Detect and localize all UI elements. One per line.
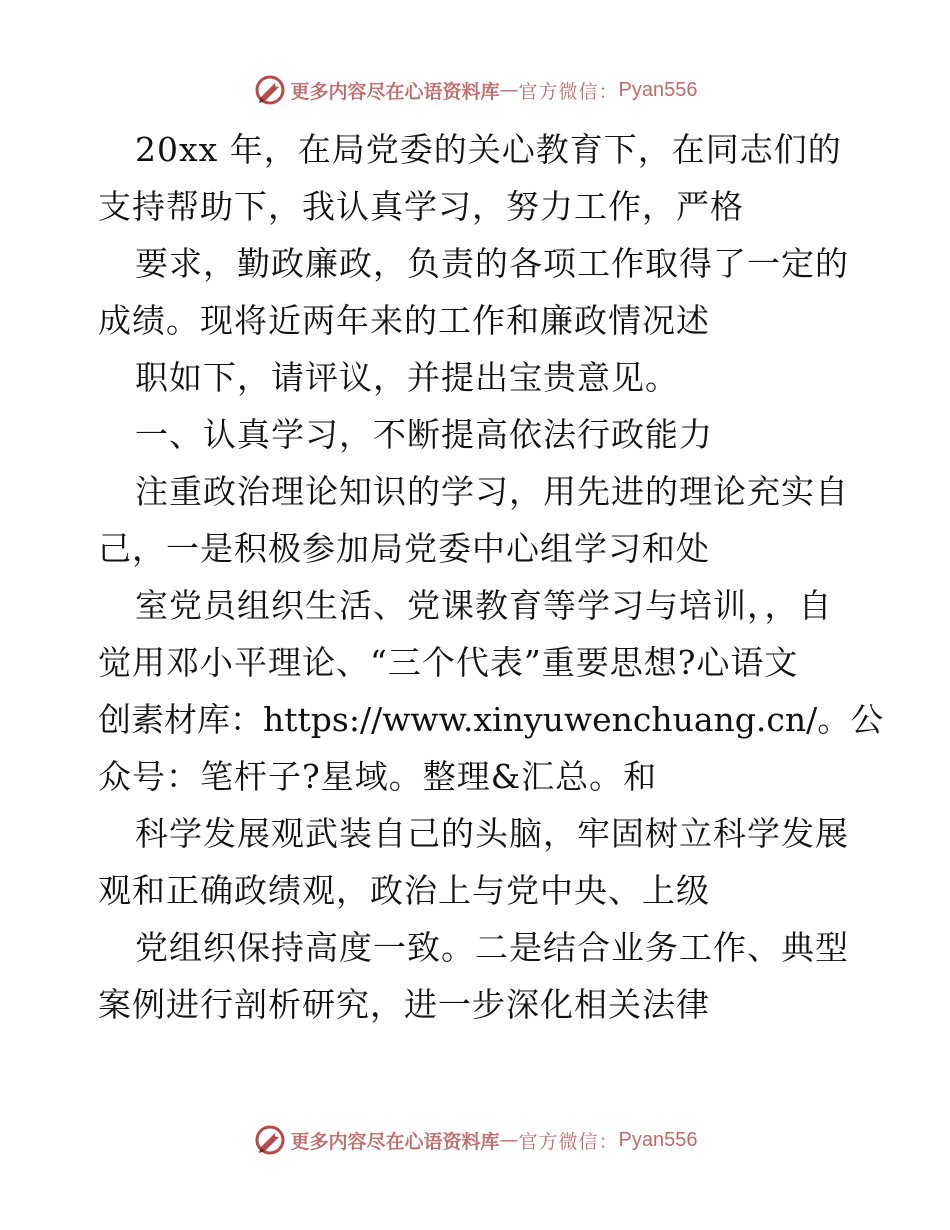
body-line: 成绩。现将近两年来的工作和廉政情况述: [98, 301, 710, 340]
footer-banner: [0, 1120, 950, 1160]
pen-logo-icon: [253, 73, 287, 107]
banner-wechat-id: Pyan556: [618, 1128, 698, 1151]
section-heading: 一、认真学习，不断提高依法行政能力: [135, 415, 713, 454]
body-line: 室党员组织生活、党课教育等学习与培训，，自: [135, 586, 833, 625]
body-line: 觉用邓小平理论、“三个代表”重要思想?心语文: [98, 643, 799, 682]
pen-logo-icon: [253, 1123, 287, 1157]
body-line-with-url: 创素材库：https://www.xinyuwenchuang.cn/。公: [98, 700, 884, 739]
body-line: 众号：笔杆子?星域。整理&汇总。和: [98, 757, 658, 796]
banner-title: 更多内容尽在心语资料库: [290, 1130, 500, 1153]
banner-dash: —: [499, 1129, 519, 1151]
banner-official-label: 官方微信：: [518, 80, 619, 103]
body-line: 己，一是积极参加局党委中心组学习和处: [98, 529, 710, 568]
body-line: 职如下，请评议，并提出宝贵意见。: [135, 358, 679, 397]
body-line: 注重政治理论知识的学习，用先进的理论充实自: [135, 472, 849, 511]
body-line: 案例进行剖析研究，进一步深化相关法律: [98, 985, 710, 1024]
body-line: 要求，勤政廉政，负责的各项工作取得了一定的: [135, 244, 849, 283]
banner-title: 更多内容尽在心语资料库: [290, 80, 500, 103]
body-line: 科学发展观武装自己的头脑，牢固树立科学发展: [135, 814, 849, 853]
banner-dash: —: [499, 79, 519, 101]
banner-official-label: 官方微信：: [518, 1130, 619, 1153]
body-line: 党组织保持高度一致。二是结合业务工作、典型: [135, 928, 849, 967]
banner-wechat-id: Pyan556: [618, 78, 698, 101]
body-line: 20xx 年，在局党委的关心教育下，在同志们的: [135, 130, 842, 169]
body-line: 观和正确政绩观，政治上与党中央、上级: [98, 871, 710, 910]
body-line: 支持帮助下，我认真学习，努力工作，严格: [98, 187, 744, 226]
header-banner: [0, 70, 950, 110]
